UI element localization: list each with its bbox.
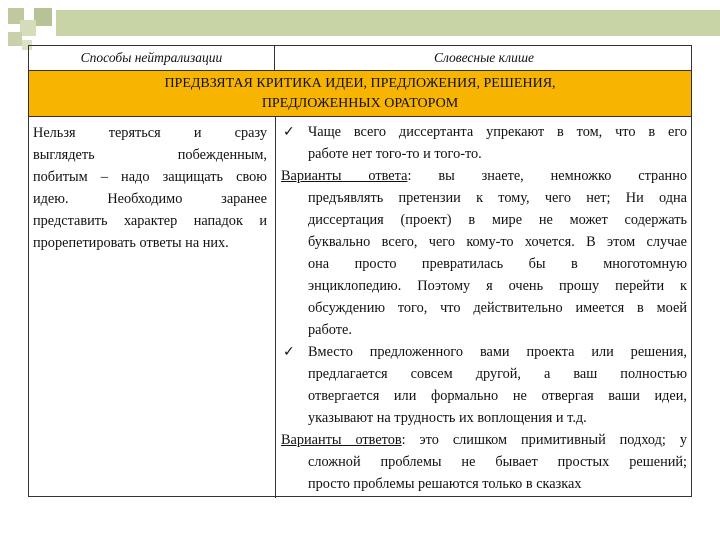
phrase-line: [281, 341, 687, 363]
decor-square-4: [8, 32, 22, 46]
header-phrases: Словесные клише: [433, 50, 535, 65]
item2-line: предлагается совсем другой, а ваш полностью: [308, 366, 687, 382]
phrase-line: [281, 429, 687, 451]
header-methods: Способы нейтрализации: [80, 50, 223, 65]
phrase-line: [281, 231, 687, 253]
variants1-first: : вы знаете, немножко странно: [407, 168, 687, 184]
phrase-line: [281, 297, 687, 319]
variants2-first: : это слишком примитивный подход; у: [401, 432, 687, 448]
variants1-line: работе.: [308, 322, 352, 338]
methods-line: идею. Необходимо заранее: [33, 191, 267, 207]
phrase-line: [281, 209, 687, 231]
phrase-line: [281, 319, 687, 341]
decor-square-3: [20, 20, 36, 36]
item2-line: Вместо предложенного вами проекта или решения,: [308, 344, 687, 360]
phrase-line: [281, 187, 687, 209]
checkmark-icon: ✓: [283, 344, 295, 360]
table-header-row: [29, 46, 691, 71]
variants1-line: буквально всего, чего кому-то хочется. В этом случае: [308, 234, 687, 250]
variants2-label: Варианты ответов: [281, 432, 402, 448]
phrase-line: [281, 253, 687, 275]
methods-cell: [33, 122, 267, 254]
variants2-line: сложной проблемы не бывает простых решений;: [308, 454, 687, 470]
phrase-line: [281, 165, 687, 187]
variants1-first-line: [281, 165, 687, 187]
methods-line: представить характер нападок и: [33, 213, 267, 229]
checkmark-icon: ✓: [283, 124, 295, 140]
decor-square-2: [34, 8, 52, 26]
phrase-line: [281, 385, 687, 407]
section-title-line-2: ПРЕДЛОЖЕННЫХ ОРАТОРОМ: [261, 96, 459, 111]
item2-line: отвергается или формально не отвергая ваши идеи,: [308, 388, 687, 404]
methods-line: Нельзя теряться и сразу: [33, 125, 267, 141]
phrase-line: [281, 275, 687, 297]
decor-title-bar: [56, 10, 720, 36]
phrase-line: [281, 407, 687, 429]
methods-line: побитым – надо защищать свою: [33, 169, 267, 185]
phrase-line: [281, 143, 687, 165]
methods-line: прорепетировать ответы на них.: [33, 235, 229, 251]
section-title-band: [29, 71, 691, 117]
variants1-line: она просто превратилась бы в многотомную: [308, 256, 687, 272]
item1-line: Чаще всего диссертанта упрекают в том, что в его: [308, 124, 687, 140]
variants2-line: просто проблемы решаются только в сказках: [308, 476, 582, 492]
variants1-line: диссертация (проект) в мире не может содержать: [308, 212, 687, 228]
phrase-line: [281, 121, 687, 143]
column-divider: [275, 117, 276, 498]
variants2-first-line: [281, 429, 687, 451]
methods-line: выглядеть побежденным,: [33, 147, 267, 163]
phrase-line: [281, 451, 687, 473]
phrases-cell: [281, 121, 687, 495]
variants1-line: предъявлять претензии к тому, чего нет; Ни одна: [308, 190, 687, 206]
variants1-label: Варианты ответа: [281, 168, 408, 184]
variants1-line: обсуждению того, что действительно имеется в моей: [308, 300, 687, 316]
variants1-line: энциклопедию. Поэтому я очень прошу перейти к: [308, 278, 687, 294]
item1-line: работе нет того-то и того-то.: [308, 146, 482, 162]
section-title-line-1: ПРЕДВЗЯТАЯ КРИТИКА ИДЕИ, ПРЕДЛОЖЕНИЯ, РЕШЕНИЯ,: [164, 76, 556, 91]
item2-line: указывают на трудность их воплощения и т.д.: [308, 410, 587, 426]
phrase-line: [281, 473, 687, 495]
phrase-line: [281, 363, 687, 385]
